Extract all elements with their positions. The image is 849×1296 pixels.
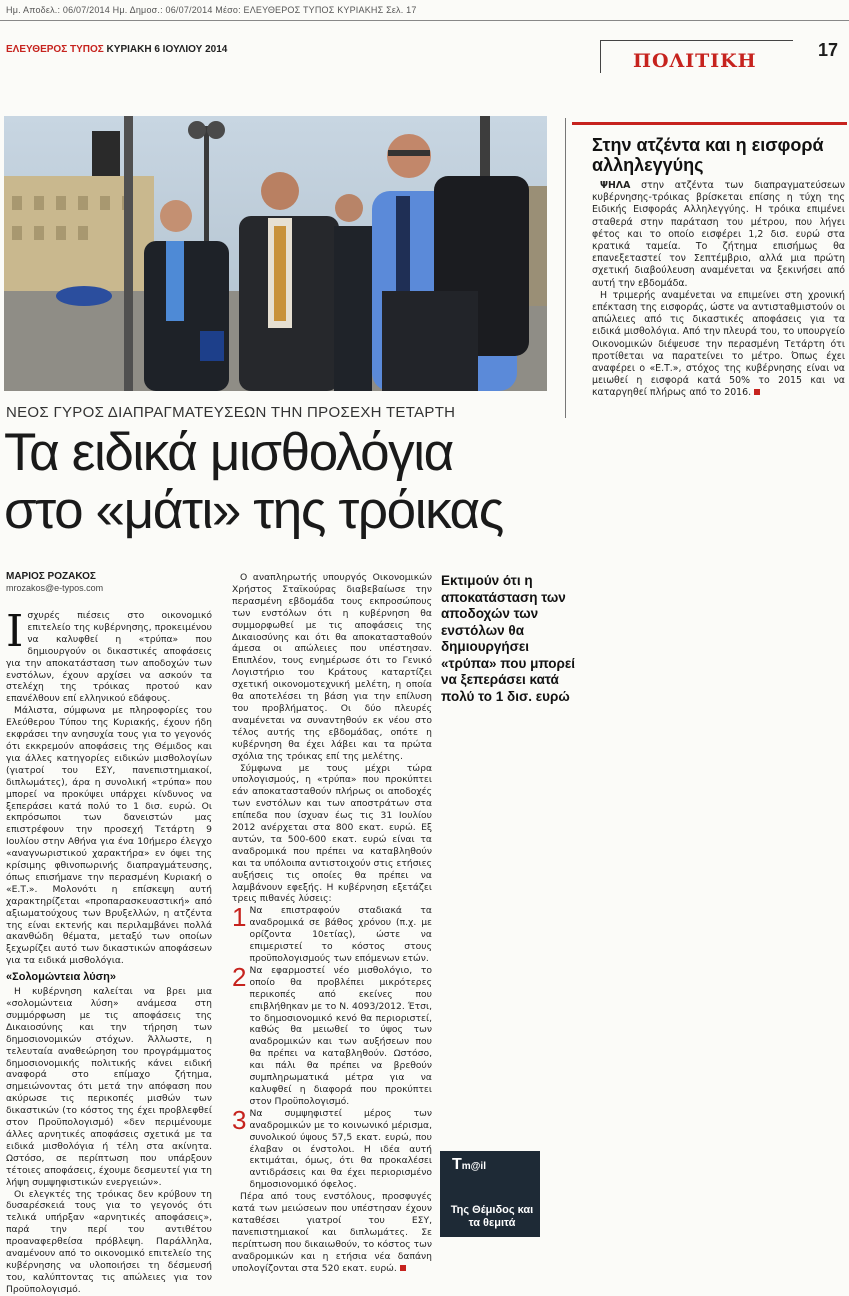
solution-number: 1: [232, 902, 247, 933]
article-kicker: ΝΕΟΣ ΓΥΡΟΣ ΔΙΑΠΡΑΓΜΑΤΕΥΣΕΩΝ ΤΗΝ ΠΡΟΣΕΧΗ ΤΕΤΑΡΤΗ: [6, 404, 456, 421]
column-logo-text: m@il: [461, 1161, 486, 1172]
drop-cap: Ι: [6, 606, 24, 657]
author-email: mrozakos@e-typos.com: [6, 583, 104, 593]
article-photo: [4, 116, 547, 391]
newspaper-name: ΕΛΕΥΘΕΡΟΣ ΤΥΠΟΣ: [6, 44, 104, 55]
issue-date: ΚΥΡΙΑΚΗ 6 ΙΟΥΛΙΟΥ 2014: [106, 44, 228, 55]
solution-text: Να εφαρμοστεί νέο μισθολόγιο, το οποίο θα προβλέπει μικρότερες περικοπές από εκείνες που επιβλήθηκαν με το Ν. 4093/2012. Έτσι, το δημοσιονομικό κενό θα περιοριστεί, καθώς θα μειωθεί το ύψος των αναδρομικών και των αυξήσεων που θα πρέπει να καταβληθούν. Ωστόσο, και πάλι θα πρέπει να βρεθούν συμπληρωματικά μέτρα για να καλυφθεί η διαφορά που προκύπτει στον Προϋπολογισμό.: [249, 964, 432, 1107]
sidebar-accent-rule: [572, 122, 847, 125]
article-paragraph: Σύμφωνα με τους μέχρι τώρα υπολογισμούς, η «τρύπα» που προκύπτει εάν αποκατασταθούν πλήρως οι αποδοχές των ενστόλων και των αποστράτων στα επίπεδα που ίσχυαν έως τις 31 Ιουλίου 2012 ανέρχεται στα 800 εκατ. ευρώ. Εξ αυτών, τα 500-600 εκατ. ευρώ είναι τα αναδρομικά που πρέπει να καταβληθούν και τα υπόλοιπα αντιστοιχούν στις ετήσιες αυξήσεις τις οποίες θα πρέπει να λαμβάνουν εφεξής. Η κυβέρνηση εξετάζει τρεις πιθανές λύσεις:: [232, 762, 432, 905]
solution-item: [232, 1104, 432, 1191]
column-logo: [452, 1156, 486, 1174]
headline-line-2: στο «μάτι» της τρόικας: [4, 481, 503, 540]
article-column-2: [232, 572, 432, 1274]
solution-item: [232, 961, 432, 1108]
page-number: 17: [818, 40, 839, 60]
article-column-1: [6, 606, 212, 1296]
end-mark-icon: [400, 1265, 406, 1271]
clipping-metadata: Ημ. Αποδελ.: 06/07/2014 Ημ. Δημοσ.: 06/07/2014 Μέσο: ΕΛΕΥΘΕΡΟΣ ΤΥΠΟΣ ΚΥΡΙΑΚΗΣ Σελ. 17: [6, 5, 417, 15]
sidebar-paragraph-1: στην ατζέντα των διαπραγματεύσεων κυβέρνησης-τρόικας βρίσκεται επίσης η τύχη της Ειδικής Εισφοράς Αλληλεγγύης. Η τρόικα επιμένει σταθερά στην παράταση του μέτρου, που λήγει φέτος και το οποίο εισφέρει 1,2 δισ. ευρώ στα κρατικά ταμεία. Το ζήτημα επισήμως θα επανεξεταστεί τον Σεπτέμβριο, αλλά μια πρώτη σχετική διαβούλευση αναμένεται να ξεκινήσει από αυτή την εβδομάδα.: [592, 180, 845, 289]
headline-line-1: Τα ειδικά μισθολόγια: [4, 423, 453, 482]
sidebar-body: [592, 180, 845, 400]
masthead: [6, 44, 227, 55]
article-subhead: «Σολομώντεια λύση»: [6, 971, 116, 984]
article-paragraph: Οι ελεγκτές της τρόικας δεν κρύβουν τη δυσαρέσκειά τους για το γεγονός ότι τελικά υπήρξαν «αρνητικές αποφάσεις», παρά την περί του αντιθέτου προαναφερθείσα πρόβλεψη. Παράλληλα, αναμένουν από το οικονομικό επιτελείο της κυβέρνησης να υλοποιήσει τη δέσμευσή του, καλύπτοντας τις απώλειες για τον Προϋπολογισμό.: [6, 1188, 212, 1295]
pull-quote: Εκτιμούν ότι η αποκατάσταση των αποδοχών των ενστόλων θα δημιουργήσει «τρύπα» που μπορεί να ξεπεράσει κατά πολύ το 1 δισ. ευρώ: [441, 573, 576, 704]
sidebar-lead: ΨΗΛΑ: [600, 180, 631, 191]
solution-text: Να επιστραφούν σταδιακά τα αναδρομικά σε βάθος χρόνου (π.χ. με ορίζοντα 10ετίας), ώστε να επιμεριστεί το κόστος στους προϋπολογισμούς των επόμενων ετών.: [249, 905, 432, 964]
article-paragraph: Πέρα από τους ενστόλους, προσφυγές κατά των μειώσεων που υπέστησαν έχουν καταθέσει γιατροί του ΕΣΥ, πανεπιστημιακοί και διπλωμάτες. Σε περίπτωση που δικαιωθούν, το κόστος των αναδρομικών και η ετήσια νέα δαπάνη υπολογίζονται στα 520 εκατ. ευρώ.: [232, 1191, 432, 1274]
photo-illustration: [4, 116, 547, 391]
divider: [0, 20, 849, 21]
section-label: ΠΟΛΙΤΙΚΗ: [633, 50, 757, 72]
article-paragraph: Ο αναπληρωτής υπουργός Οικονομικών Χρήστος Σταϊκούρας διαβεβαίωσε την περασμένη εβδομάδα τους εκπροσώπους των ενστόλων ότι η κυβέρνηση θα συμμορφωθεί με τις αποφάσεις της Δικαιοσύνης και ότι θα αποκατασταθούν άμεσα οι απώλειες που υπέστησαν. Επιπλέον, τους ενημέρωσε ότι το Γενικό Λογιστήριο του Κράτους καταρτίζει σχετική οικονομοτεχνική μελέτη, η οποία θα αποτελέσει τη βάση για την επίλυση του προβλήματος. Οι δύο πλευρές αναμένεται να συναντηθούν εκ νέου στο τέλος αυτής της εβδομάδας, οπότε η κυβέρνηση θα έχει λάβει και τα πρώτα σχόλια της τρόικας επί της μελέτης.: [232, 572, 432, 762]
article-paragraph: Η κυβέρνηση καλείται να βρει μια «σολομώντεια λύση» ανάμεσα στη συμμόρφωση με τις αποφάσεις της Δικαιοσύνης και την τήρηση των δημοσιονομικών στόχων. Άλλωστε, η τελευταία αναθεώρηση του προγράμματος δημοσιονομικής πολιτικής κάνει ειδική αναφορά στο επίμαχο ζήτημα, σημειώνοντας ότι μετά την απόφαση που ακύρωσε τις περικοπές μισθών των δικαστικών (το κόστος της έχει προβλεφθεί στον Προϋπολογισμό) «δεν περιμένουμε άλλες αρνητικές αποφάσεις σχετικά με τα ειδικά μισθολόγια ή τέλη στα ακίνητα. Ωστόσο, σε περίπτωση που υπάρξουν τέτοιες αποφάσεις, έχουμε δεσμευτεί για τη λήψη συμψηφιστικών ενεργειών».: [6, 986, 212, 1188]
promo-title: Της Θέμιδος και τα θεμιτά: [450, 1204, 534, 1229]
sidebar-title: Στην ατζέντα και η εισφορά αλληλεγγύης: [592, 135, 824, 175]
article-headline: [4, 424, 564, 540]
solution-text: Να συμψηφιστεί μέρος των αναδρομικών με το κοινωνικό μέρισμα, συνολικού ύψους 57,5 εκατ. ευρώ, που έλαβαν οι ένστολοι. Η ιδέα αυτή εκτιμάται, όμως, ότι θα προκαλέσει αντιδράσεις και θα έχει περιορισμένο δημοσιονομικό όφελος.: [249, 1107, 432, 1191]
solution-number: 3: [232, 1104, 247, 1135]
solution-number: 2: [232, 961, 247, 992]
article-paragraph: Μάλιστα, σύμφωνα με πληροφορίες του Ελεύθερου Τύπου της Κυριακής, έχουν ήδη εκφράσει την ανησυχία τους για το γεγονός ότι εκκρεμούν αποφάσεις της Θέμιδος και για άλλες κατηγορίες ειδικών μισθολογίων (γιατροί του ΕΣΥ, πανεπιστημιακοί, διπλωμάτες), άρα η συνολική «τρύπα» που μπορεί να προκύψει υπάρχει κίνδυνος να ξεπεράσει κατά πολύ το 1 δισ. ευρώ. Οι εκπρόσωποι των δανειστών μας επιστρέφουν την προσεχή Τετάρτη 9 Ιουλίου στην Αθήνα για ένα 10ήμερο έλεγχο «αναγνωριστικού χαρακτήρα» εν όψει της κρίσιμης φθινοπωρινής διαπραγμάτευσης, όπως επισήμανε την περασμένη Κυριακή ο «Ε.Τ.». Μολονότι η επίσκεψη αυτή χαρακτηρίζεται «προπαρασκευαστική» από αξιωματούχους των Βρυξελλών, η ατζέντα της είναι εκτενής και περιλαμβάνει πολλά ακανθώδη θέματα, μεταξύ των οποίων ξεχωρίζει αυτό των δικαστικών αποφάσεων για τα ειδικά μισθολόγια.: [6, 705, 212, 967]
author-name: ΜΑΡΙΟΣ ΡΟΖΑΚΟΣ: [6, 571, 96, 582]
column-logo-t: T: [452, 1156, 462, 1173]
article-paragraph: σχυρές πιέσεις στο οικονομικό επιτελείο της κυβέρνησης, προκειμένου να καλυφθεί η «τρύπα» που δημιουργούν οι δικαστικές αποφάσεις για την αποκατάσταση των αποδοχών των ενστόλων, έχουν αρχίσει να ασκούν τα στελέχη της τρόικας προτού καν επανέλθουν επί ελληνικού εδάφους.: [6, 610, 212, 705]
sidebar-paragraph-2: Η τριμερής αναμένεται να επιμείνει στη χρονική επέκταση της εισφοράς, ώστε να αντισταθμιστούν οι απώλειες από τις δικαστικές αποφάσεις για τα ειδικά μισθολόγια. Από την πλευρά του, το υπουργείο Οικονομικών διέψευσε την περασμένη Τετάρτη ότι προτίθεται να παρατείνει το μέτρο. Όπως έχει αναφέρει ο «Ε.Τ.», στόχος της κυβέρνησης είναι να μειωθεί η εισφορά κατά 50% το 2015 και να καταργηθεί πλήρως από το 2016.: [592, 289, 845, 399]
solution-item: [232, 902, 432, 965]
end-mark-icon: [754, 389, 760, 395]
